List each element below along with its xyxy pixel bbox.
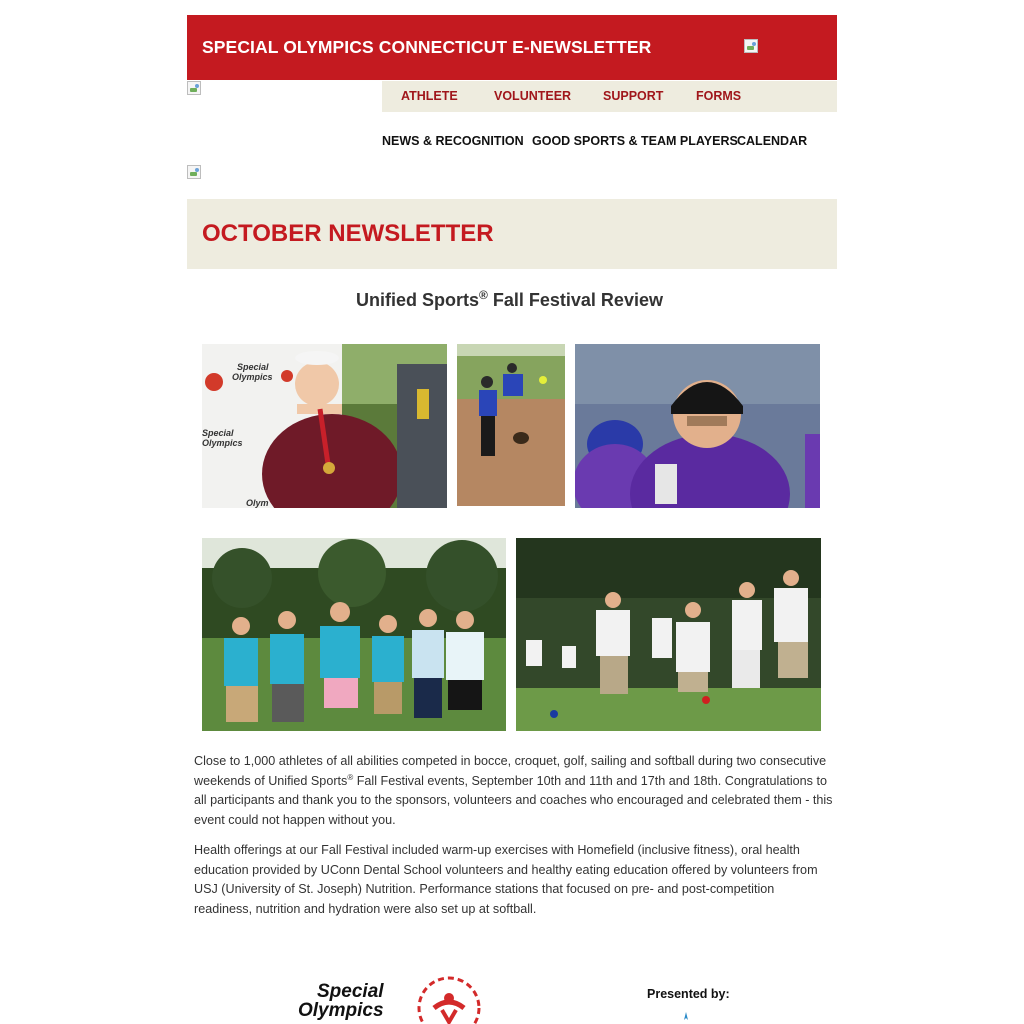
article-paragraph-1 [194, 752, 834, 830]
nav-volunteer[interactable]: VOLUNTEER [494, 89, 572, 103]
nav-athlete[interactable]: ATHLETE [401, 89, 458, 103]
article-title-text: Unified Sports [356, 290, 480, 310]
presented-by-label: Presented by: [647, 987, 730, 1001]
paragraph-1-text: Close to 1,000 athletes of all abilities competed in bocce, croquet, golf, sailing and softball during two consecutive weekends of Unified Sports [194, 754, 827, 788]
svg-text:Olym: Olym [246, 498, 269, 508]
subnav-good-sports[interactable]: GOOD SPORTS & TEAM PLAYERS [532, 134, 738, 148]
divider-image-placeholder [187, 165, 201, 179]
logo-line-1: Special [317, 981, 384, 1002]
article-paragraph-2: Health offerings at our Fall Festival included warm-up exercises with Homefield (inclusive fitness), oral health education provided by UConn Dental School volunteers and healthy eating education offered by volunteers from USJ (University of St. Joseph) Nutrition. Performance stations that focused on pre- and post-competition readiness, nutrition and hydration were also set up at softball. [194, 843, 818, 916]
newsletter-title-box [187, 199, 837, 269]
nav-support[interactable]: SUPPORT [603, 89, 664, 103]
svg-text:Special: Special [202, 428, 234, 438]
registered-mark: ® [347, 772, 354, 782]
photo-croquet-group [516, 538, 821, 731]
photo-athlete-medal [202, 344, 447, 508]
article-title [187, 288, 832, 311]
registered-mark: ® [479, 288, 488, 302]
sponsor-logo-icon [679, 1010, 693, 1024]
photo-softball-pitcher [457, 344, 565, 506]
newsletter-month-title: OCTOBER NEWSLETTER [202, 220, 494, 247]
special-olympics-emblem-icon [414, 976, 484, 1024]
photo-golf-group [202, 538, 506, 731]
subnav-calendar[interactable]: CALENDAR [737, 134, 808, 148]
logo-line-2: Olympics [298, 1000, 384, 1021]
svg-text:Olympics: Olympics [202, 438, 243, 448]
main-nav [382, 81, 837, 112]
logo-image-placeholder[interactable] [187, 81, 201, 95]
photo-smiling-player [575, 344, 820, 508]
svg-text:Olympics: Olympics [232, 372, 273, 382]
broken-image-icon [744, 39, 758, 53]
svg-text:Special: Special [237, 362, 269, 372]
special-olympics-logo-text [297, 982, 384, 1020]
header-banner [187, 15, 837, 80]
nav-forms[interactable]: FORMS [696, 89, 742, 103]
subnav-news-recognition[interactable]: NEWS & RECOGNITION [382, 134, 524, 148]
paragraph-1-text-cont: Fall Festival events, September 10th and 11th and 17th and 18th. Congratulations to all participants and thank you to the sponsors, volunteers and coaches who encouraged and celebrated them - this event could not happen without you. [194, 773, 833, 827]
article-title-suffix: Fall Festival Review [487, 290, 663, 310]
newsletter-header-title: SPECIAL OLYMPICS CONNECTICUT E-NEWSLETTER [202, 37, 652, 57]
